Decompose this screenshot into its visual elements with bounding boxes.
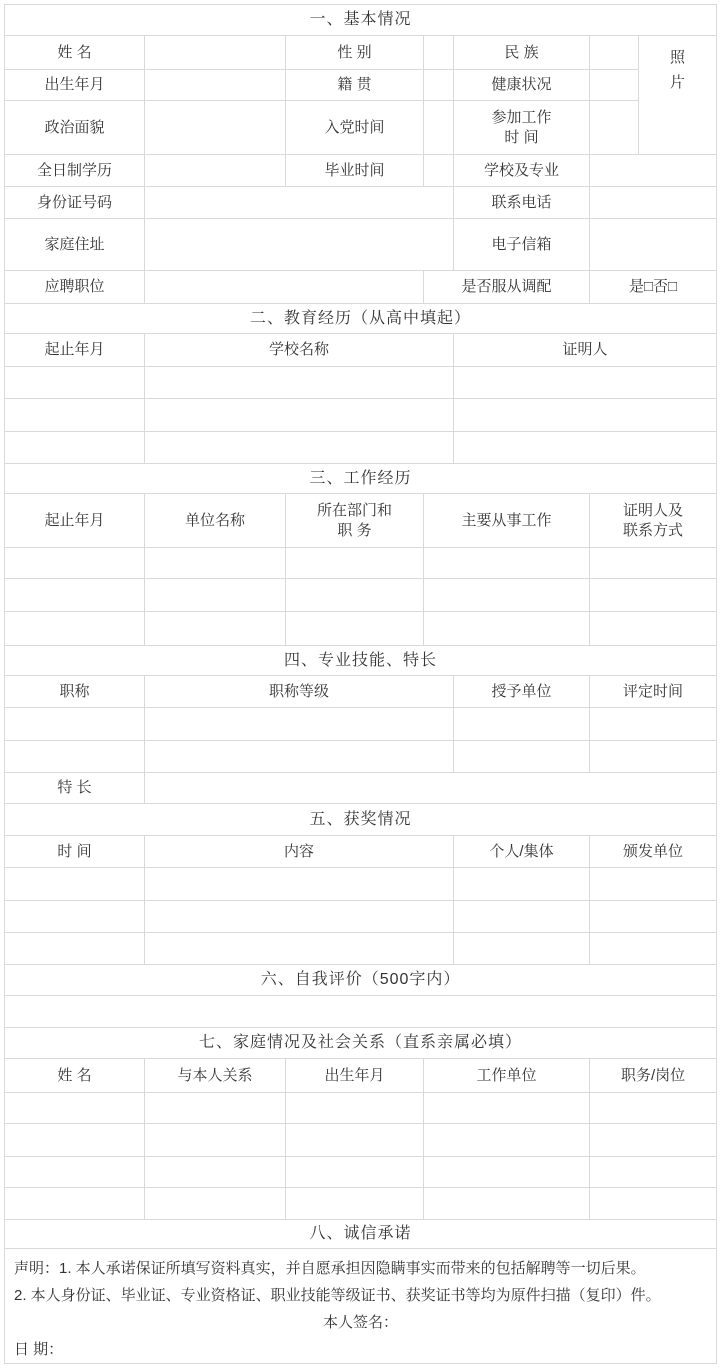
date-label: 日 期： xyxy=(14,1341,64,1358)
application-form-table xyxy=(4,4,717,1364)
work-row-cell[interactable] xyxy=(5,612,145,646)
obey-assignment-options-cell[interactable]: 是□否□ xyxy=(590,271,717,304)
birth-date-label: 出生年月 xyxy=(5,70,145,101)
work-row-cell[interactable] xyxy=(5,579,145,612)
fulltime-education-label: 全日制学历 xyxy=(5,155,145,187)
home-address-label: 家庭住址 xyxy=(5,219,145,271)
edu-row-cell[interactable] xyxy=(454,399,717,432)
work-header-dept-line1: 所在部门和 xyxy=(316,501,392,519)
family-row-cell[interactable] xyxy=(590,1157,717,1188)
work-start-time-input-cell[interactable] xyxy=(590,101,639,155)
skill-row xyxy=(5,741,717,773)
family-row-cell[interactable] xyxy=(5,1188,145,1220)
work-row-cell[interactable] xyxy=(286,579,424,612)
edu-header-school: 学校名称 xyxy=(145,334,454,367)
specialty-input-cell[interactable] xyxy=(145,773,717,804)
id-number-input-cell[interactable] xyxy=(145,187,454,219)
award-header-type: 个人/集体 xyxy=(454,836,590,868)
family-row-cell[interactable] xyxy=(424,1188,590,1220)
email-input-cell[interactable] xyxy=(590,219,717,271)
section-title-skills: 四、专业技能、特长 xyxy=(5,646,717,676)
work-header-dept xyxy=(286,494,424,548)
family-row-cell[interactable] xyxy=(590,1188,717,1220)
family-row-cell[interactable] xyxy=(590,1124,717,1157)
applied-position-input-cell[interactable] xyxy=(145,271,424,304)
family-row-cell[interactable] xyxy=(424,1093,590,1124)
work-row-cell[interactable] xyxy=(424,579,590,612)
ethnicity-input-cell[interactable] xyxy=(590,36,639,70)
work-row-cell[interactable] xyxy=(145,548,286,579)
health-input-cell[interactable] xyxy=(590,70,639,101)
fulltime-education-input-cell[interactable] xyxy=(145,155,286,187)
work-row xyxy=(5,612,717,646)
work-header-witness-line2: 联系方式 xyxy=(623,521,684,539)
award-row-cell[interactable] xyxy=(145,933,454,965)
award-row xyxy=(5,901,717,933)
phone-label: 联系电话 xyxy=(454,187,590,219)
edu-row-cell[interactable] xyxy=(5,367,145,399)
skill-header-title: 职称 xyxy=(5,676,145,708)
award-row xyxy=(5,868,717,901)
work-row xyxy=(5,548,717,579)
edu-header-period: 起止年月 xyxy=(5,334,145,367)
work-header-duty: 主要从事工作 xyxy=(424,494,590,548)
section-title-basic: 一、基本情况 xyxy=(5,5,717,36)
section-title-education: 二、教育经历（从高中填起） xyxy=(5,304,717,334)
edu-row-cell[interactable] xyxy=(454,432,717,464)
family-row-cell[interactable] xyxy=(424,1124,590,1157)
declaration-line-2: 2. 本人身份证、毕业证、专业资格证、职业技能等级证书、获奖证书等均为原件扫描（复印）件。 xyxy=(14,1287,661,1304)
award-row-cell[interactable] xyxy=(5,901,145,933)
award-row-cell[interactable] xyxy=(145,901,454,933)
birth-date-input-cell[interactable] xyxy=(145,70,286,101)
family-row-cell[interactable] xyxy=(286,1188,424,1220)
family-header-name: 姓 名 xyxy=(5,1059,145,1093)
home-address-input-cell[interactable] xyxy=(145,219,454,271)
family-header-birth: 出生年月 xyxy=(286,1059,424,1093)
party-join-time-input-cell[interactable] xyxy=(424,101,454,155)
graduation-time-label: 毕业时间 xyxy=(286,155,424,187)
award-row-cell[interactable] xyxy=(5,868,145,901)
award-row-cell[interactable] xyxy=(590,933,717,965)
work-header-witness xyxy=(590,494,717,548)
edu-row-cell[interactable] xyxy=(5,399,145,432)
family-row-cell[interactable] xyxy=(286,1124,424,1157)
award-row-cell[interactable] xyxy=(5,933,145,965)
family-header-position: 职务/岗位 xyxy=(590,1059,717,1093)
edu-header-witness: 证明人 xyxy=(454,334,717,367)
award-row-cell[interactable] xyxy=(590,868,717,901)
gender-label: 性 别 xyxy=(286,36,424,70)
declaration-line-1: 声明：1. 本人承诺保证所填写资料真实，并自愿承担因隐瞒事实而带来的包括解聘等一切后果。 xyxy=(14,1260,646,1277)
work-header-company: 单位名称 xyxy=(145,494,286,548)
signature-label: 本人签名： xyxy=(323,1314,399,1331)
skill-header-issuer: 授予单位 xyxy=(454,676,590,708)
skill-row xyxy=(5,708,717,741)
family-row-cell[interactable] xyxy=(424,1157,590,1188)
gender-input-cell[interactable] xyxy=(424,36,454,70)
work-row-cell[interactable] xyxy=(145,579,286,612)
integrity-declaration-cell xyxy=(5,1249,717,1364)
skill-row-cell[interactable] xyxy=(590,741,717,773)
award-header-content: 内容 xyxy=(145,836,454,868)
work-header-period: 起止年月 xyxy=(5,494,145,548)
family-row xyxy=(5,1093,717,1124)
edu-row-cell[interactable] xyxy=(5,432,145,464)
applied-position-label: 应聘职位 xyxy=(5,271,145,304)
party-join-time-label: 入党时间 xyxy=(286,101,424,155)
family-row-cell[interactable] xyxy=(286,1157,424,1188)
family-row-cell[interactable] xyxy=(145,1093,286,1124)
self-evaluation-input-cell[interactable] xyxy=(5,996,717,1028)
skill-row-cell[interactable] xyxy=(145,741,454,773)
photo-label: 照片 xyxy=(670,49,686,91)
graduation-time-input-cell[interactable] xyxy=(424,155,454,187)
section-title-awards: 五、获奖情况 xyxy=(5,804,717,836)
family-row-cell[interactable] xyxy=(145,1188,286,1220)
specialty-label: 特 长 xyxy=(5,773,145,804)
award-header-issuer: 颁发单位 xyxy=(590,836,717,868)
obey-assignment-label: 是否服从调配 xyxy=(424,271,590,304)
work-start-time-label-line1: 参加工作 xyxy=(491,108,552,126)
family-header-relation: 与本人关系 xyxy=(145,1059,286,1093)
skill-row-cell[interactable] xyxy=(590,708,717,741)
political-status-input-cell[interactable] xyxy=(145,101,286,155)
family-row-cell[interactable] xyxy=(5,1124,145,1157)
family-row-cell[interactable] xyxy=(145,1157,286,1188)
skill-row-cell[interactable] xyxy=(5,741,145,773)
work-row-cell[interactable] xyxy=(5,548,145,579)
award-row-cell[interactable] xyxy=(145,868,454,901)
skill-header-date: 评定时间 xyxy=(590,676,717,708)
edu-row-cell[interactable] xyxy=(145,432,454,464)
family-header-employer: 工作单位 xyxy=(424,1059,590,1093)
award-row-cell[interactable] xyxy=(454,933,590,965)
family-row-cell[interactable] xyxy=(286,1093,424,1124)
family-row-cell[interactable] xyxy=(145,1124,286,1157)
award-row-cell[interactable] xyxy=(454,901,590,933)
work-header-witness-line1: 证明人及 xyxy=(623,501,684,519)
work-header-dept-line2: 职 务 xyxy=(337,521,372,539)
skill-row-cell[interactable] xyxy=(454,741,590,773)
award-row-cell[interactable] xyxy=(590,901,717,933)
name-input-cell[interactable] xyxy=(145,36,286,70)
work-row xyxy=(5,579,717,612)
family-row xyxy=(5,1157,717,1188)
email-label: 电子信箱 xyxy=(454,219,590,271)
skill-header-level: 职称等级 xyxy=(145,676,454,708)
political-status-label: 政治面貌 xyxy=(5,101,145,155)
work-row-cell[interactable] xyxy=(590,579,717,612)
family-row-cell[interactable] xyxy=(5,1157,145,1188)
work-row-cell[interactable] xyxy=(145,612,286,646)
work-row-cell[interactable] xyxy=(286,612,424,646)
work-row-cell[interactable] xyxy=(590,548,717,579)
section-title-self-evaluation: 六、自我评价（500字内） xyxy=(5,965,717,996)
section-title-integrity: 八、诚信承诺 xyxy=(5,1220,717,1249)
award-row xyxy=(5,933,717,965)
name-label: 姓 名 xyxy=(5,36,145,70)
skill-row-cell[interactable] xyxy=(5,708,145,741)
work-row-cell[interactable] xyxy=(286,548,424,579)
family-row xyxy=(5,1188,717,1220)
id-number-label: 身份证号码 xyxy=(5,187,145,219)
work-row-cell[interactable] xyxy=(424,548,590,579)
section-title-family: 七、家庭情况及社会关系（直系亲属必填） xyxy=(5,1028,717,1059)
family-row-cell[interactable] xyxy=(5,1093,145,1124)
skill-row-cell[interactable] xyxy=(454,708,590,741)
edu-row-cell[interactable] xyxy=(145,367,454,399)
edu-row-cell[interactable] xyxy=(454,367,717,399)
work-row-cell[interactable] xyxy=(424,612,590,646)
award-header-time: 时 间 xyxy=(5,836,145,868)
ethnicity-label: 民 族 xyxy=(454,36,590,70)
edu-row xyxy=(5,367,717,399)
section-title-work: 三、工作经历 xyxy=(5,464,717,494)
work-start-time-label-line2: 时 间 xyxy=(504,128,539,146)
native-place-label: 籍 贯 xyxy=(286,70,424,101)
native-place-input-cell[interactable] xyxy=(424,70,454,101)
work-start-time-label xyxy=(454,101,590,155)
award-row-cell[interactable] xyxy=(454,868,590,901)
skill-row-cell[interactable] xyxy=(145,708,454,741)
health-label: 健康状况 xyxy=(454,70,590,101)
work-row-cell[interactable] xyxy=(590,612,717,646)
edu-row xyxy=(5,399,717,432)
edu-row xyxy=(5,432,717,464)
family-row xyxy=(5,1124,717,1157)
phone-input-cell[interactable] xyxy=(590,187,717,219)
school-major-label: 学校及专业 xyxy=(454,155,590,187)
school-major-input-cell[interactable] xyxy=(590,155,717,187)
family-row-cell[interactable] xyxy=(590,1093,717,1124)
photo-cell xyxy=(639,36,717,155)
edu-row-cell[interactable] xyxy=(145,399,454,432)
